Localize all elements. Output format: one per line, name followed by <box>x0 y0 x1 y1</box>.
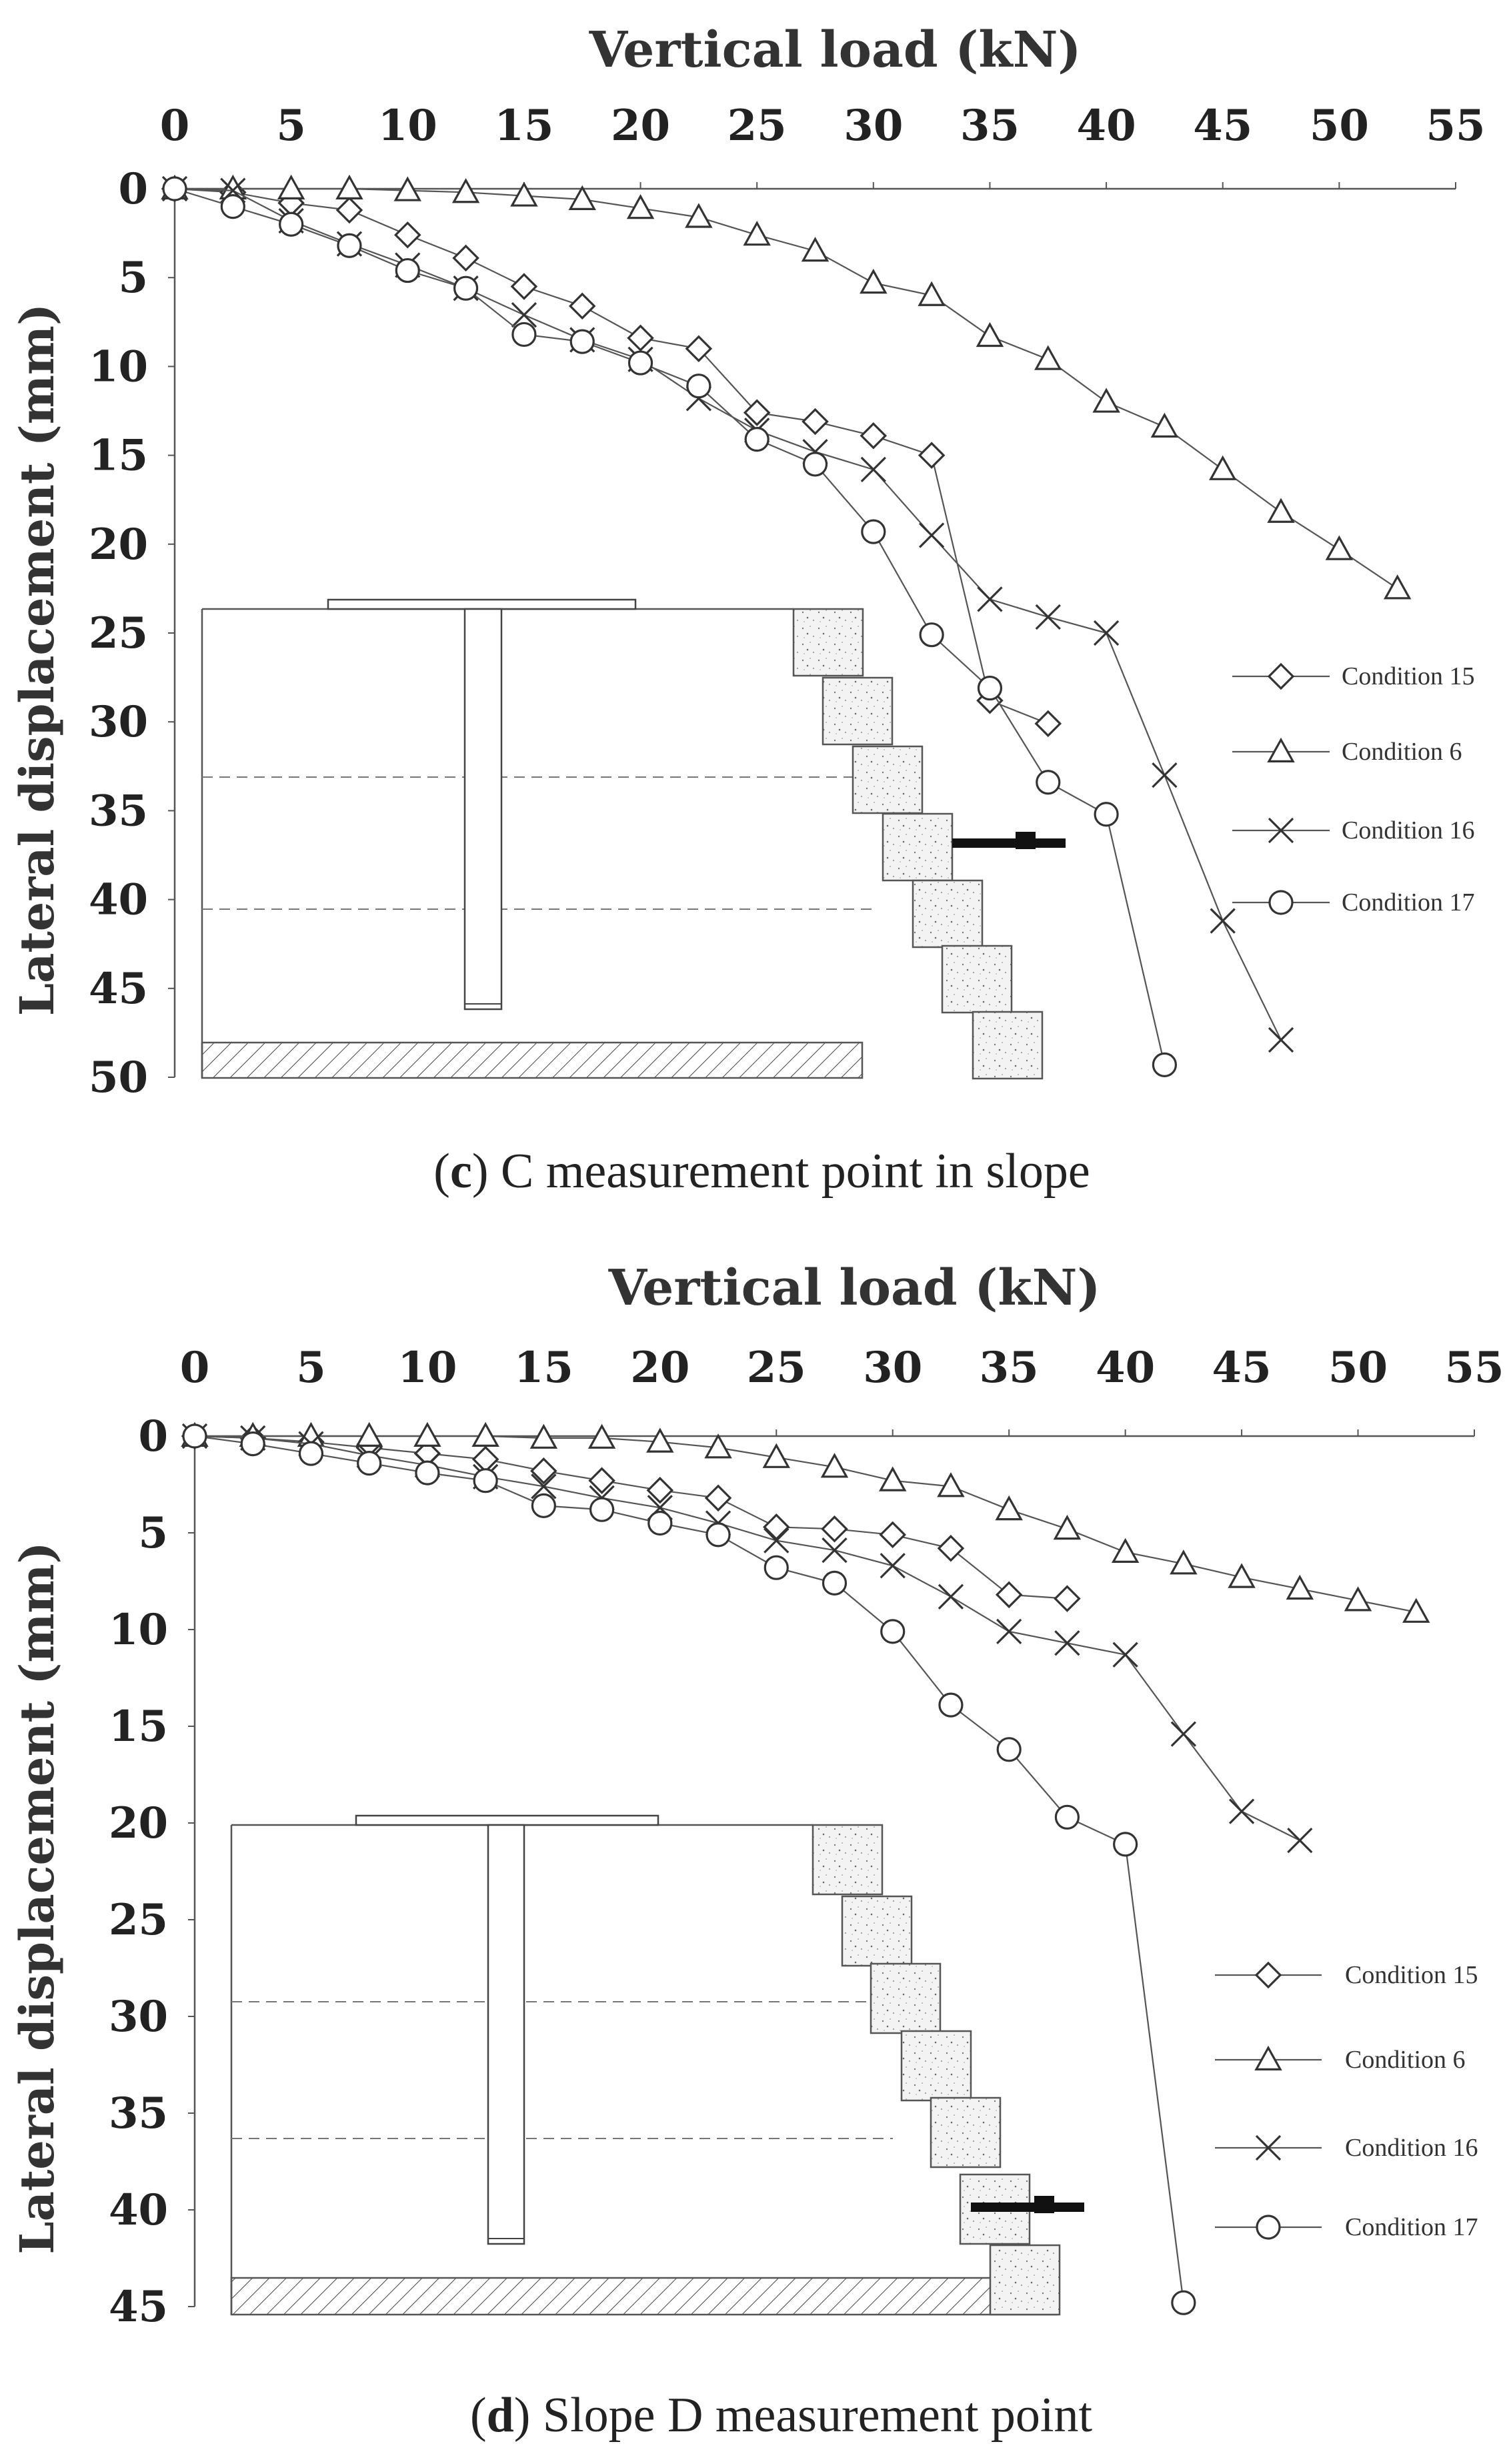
data-point <box>415 1424 439 1445</box>
data-point <box>1153 1053 1176 1076</box>
retaining-wall-block <box>973 1012 1042 1079</box>
data-point <box>454 180 478 201</box>
y-tick-label: 10 <box>108 1605 168 1655</box>
legend-label: Condition 16 <box>1342 816 1475 844</box>
data-point <box>241 1433 264 1455</box>
slope-schematic <box>202 600 1066 1079</box>
retaining-wall-block <box>853 746 922 813</box>
data-point <box>978 324 1002 346</box>
data-point <box>1211 458 1235 479</box>
data-point <box>706 1486 730 1510</box>
data-point <box>473 1424 497 1445</box>
data-point <box>1036 605 1060 629</box>
data-point <box>1269 500 1293 522</box>
series-line <box>175 189 1048 724</box>
loading-plate <box>328 600 635 609</box>
retaining-wall-block <box>813 1825 882 1894</box>
data-point <box>1095 803 1118 826</box>
data-point <box>862 520 885 543</box>
data-point <box>804 453 827 476</box>
figure-caption: (c) C measurement point in slope <box>433 1144 1090 1199</box>
legend-label: Condition 17 <box>1342 888 1475 916</box>
data-point <box>279 177 303 198</box>
data-point <box>571 330 593 353</box>
x-tick-label: 25 <box>746 1343 806 1393</box>
base-layer-hatched <box>202 1043 862 1078</box>
x-tick-label: 0 <box>179 1343 210 1393</box>
chart-panel-c <box>9 21 1486 1199</box>
retaining-wall-block <box>794 609 863 676</box>
legend <box>1232 662 1475 916</box>
y-tick-label: 45 <box>108 2282 168 2332</box>
series-condition-16 <box>183 1424 1312 1852</box>
x-tick-label: 40 <box>1096 1343 1156 1393</box>
data-point <box>629 326 653 350</box>
data-point <box>280 213 303 235</box>
series-line <box>175 189 1164 1065</box>
legend <box>1215 1961 1478 2241</box>
x-tick-label: 10 <box>397 1343 457 1393</box>
data-point <box>396 259 419 282</box>
x-axis-title: Vertical load (kN) <box>589 21 1082 79</box>
data-point <box>997 1620 1021 1644</box>
data-point <box>939 1585 963 1609</box>
data-point <box>454 246 478 270</box>
retaining-wall-block <box>823 678 892 744</box>
retaining-wall-block <box>842 1896 912 1966</box>
data-point <box>1288 1828 1312 1852</box>
x-tick-label: 15 <box>513 1343 573 1393</box>
data-point <box>978 677 1001 700</box>
data-point <box>455 277 477 299</box>
y-tick-label: 40 <box>88 874 148 925</box>
data-point <box>881 1554 905 1578</box>
data-point <box>881 1523 905 1547</box>
data-point <box>1037 771 1060 794</box>
data-point <box>629 352 652 374</box>
x-tick-label: 50 <box>1309 101 1369 151</box>
y-axis-title: Lateral displacement (mm) <box>9 1542 65 2255</box>
x-tick-label: 55 <box>1444 1343 1504 1393</box>
x-tick-label: 35 <box>960 101 1020 151</box>
data-point <box>862 424 886 448</box>
data-point <box>1114 1643 1138 1667</box>
data-point <box>395 223 419 247</box>
data-point <box>591 1498 613 1521</box>
data-point <box>1094 621 1118 645</box>
retaining-wall-block <box>902 2031 971 2100</box>
x-tick-label: 20 <box>611 101 671 151</box>
data-point <box>804 239 828 260</box>
series-line <box>175 189 1281 1040</box>
data-point <box>882 1620 904 1643</box>
data-point <box>862 271 886 292</box>
data-point <box>513 323 535 346</box>
y-tick-label: 10 <box>88 342 148 392</box>
y-tick-label: 35 <box>88 786 148 836</box>
retaining-wall-block <box>942 946 1012 1013</box>
data-point <box>1036 348 1060 369</box>
legend-marker <box>1256 2048 1280 2069</box>
retaining-wall-block <box>913 880 982 947</box>
data-point <box>512 275 536 299</box>
y-tick-label: 30 <box>88 697 148 748</box>
legend-label: Condition 17 <box>1345 2213 1478 2241</box>
displacement-gauge-head <box>1034 2196 1054 2213</box>
data-point <box>1055 1587 1079 1611</box>
y-axis-title: Lateral displacement (mm) <box>9 303 65 1017</box>
x-tick-label: 55 <box>1426 101 1486 151</box>
legend-marker <box>1257 2216 1280 2239</box>
y-tick-label: 15 <box>108 1702 168 1752</box>
data-point <box>221 195 244 218</box>
data-point <box>1036 712 1060 736</box>
data-point <box>1152 763 1176 787</box>
data-point <box>881 1469 905 1490</box>
data-point <box>939 1536 963 1560</box>
legend-label: Condition 6 <box>1342 738 1462 766</box>
x-tick-label: 40 <box>1076 101 1136 151</box>
chart-panel-d <box>9 1259 1504 2443</box>
data-point <box>183 1425 206 1447</box>
data-point <box>978 587 1002 611</box>
data-point <box>997 1583 1021 1607</box>
data-point <box>357 1424 381 1445</box>
data-point <box>649 1512 671 1535</box>
legend-label: Condition 15 <box>1345 1961 1478 1989</box>
x-tick-label: 30 <box>844 101 904 151</box>
legend-label: Condition 16 <box>1345 2134 1478 2162</box>
y-tick-label: 30 <box>108 1992 168 2042</box>
x-tick-label: 15 <box>494 101 554 151</box>
data-point <box>804 410 828 434</box>
data-point <box>163 177 186 200</box>
data-point <box>940 1694 962 1716</box>
series-condition-17 <box>183 1425 1195 2314</box>
x-tick-label: 35 <box>979 1343 1039 1393</box>
y-tick-label: 5 <box>138 1508 168 1558</box>
legend-marker <box>1269 740 1293 761</box>
y-tick-label: 25 <box>108 1895 168 1945</box>
data-point <box>358 1452 381 1475</box>
series-line <box>195 1436 1300 1840</box>
data-point <box>745 428 768 451</box>
loading-plate <box>356 1816 658 1825</box>
data-point <box>687 375 710 398</box>
data-point <box>745 223 769 244</box>
data-point <box>1386 576 1410 598</box>
data-point <box>1055 1517 1079 1538</box>
data-point <box>824 1572 846 1594</box>
x-tick-label: 5 <box>276 101 306 151</box>
retaining-wall-block <box>883 814 952 880</box>
x-tick-label: 45 <box>1212 1343 1272 1393</box>
x-tick-label: 45 <box>1193 101 1253 151</box>
series-condition-17 <box>163 177 1176 1076</box>
y-tick-label: 40 <box>108 2185 168 2235</box>
displacement-gauge-head <box>1016 832 1036 849</box>
y-tick-label: 0 <box>138 1411 168 1461</box>
figure-caption: (d) Slope D measurement point <box>469 2388 1093 2443</box>
x-tick-label: 5 <box>296 1343 326 1393</box>
series-line <box>195 1436 1184 2303</box>
x-tick-label: 50 <box>1328 1343 1388 1393</box>
y-tick-label: 20 <box>108 1798 168 1848</box>
x-tick-label: 0 <box>159 101 190 151</box>
series-condition-15 <box>163 177 1060 736</box>
data-point <box>920 444 944 468</box>
data-point <box>1172 2291 1195 2314</box>
data-point <box>997 1497 1021 1519</box>
x-tick-label: 30 <box>863 1343 923 1393</box>
series-line <box>195 1436 1067 1599</box>
data-point <box>299 1442 322 1465</box>
data-point <box>1114 1833 1137 1856</box>
y-tick-label: 15 <box>88 430 148 481</box>
data-point <box>920 523 944 547</box>
data-point <box>1172 1722 1196 1746</box>
data-point <box>338 234 361 257</box>
y-tick-label: 20 <box>88 519 148 570</box>
data-point <box>570 294 594 318</box>
y-tick-label: 45 <box>88 963 148 1014</box>
y-tick-label: 35 <box>108 2088 168 2138</box>
data-point <box>337 198 361 222</box>
slope-schematic <box>231 1816 1084 2315</box>
data-point <box>1230 1800 1254 1824</box>
data-point <box>1269 1028 1293 1052</box>
y-tick-label: 0 <box>118 164 148 214</box>
data-point <box>416 1461 439 1484</box>
x-tick-label: 10 <box>377 101 437 151</box>
data-point <box>998 1738 1020 1761</box>
data-point <box>474 1469 497 1492</box>
y-tick-label: 5 <box>118 253 148 303</box>
x-tick-label: 20 <box>630 1343 690 1393</box>
data-point <box>862 458 886 482</box>
data-point <box>337 177 361 198</box>
data-point <box>1230 1566 1254 1587</box>
displacement-gauge-rod <box>952 838 1066 848</box>
data-point <box>1152 415 1176 436</box>
legend-marker <box>1270 891 1292 914</box>
data-point <box>823 1517 847 1541</box>
x-tick-label: 25 <box>727 101 787 151</box>
pile <box>465 609 501 1009</box>
data-point <box>532 1494 555 1517</box>
y-tick-label: 50 <box>88 1053 148 1103</box>
legend-marker <box>1269 664 1293 688</box>
legend-marker <box>1256 1963 1280 1987</box>
data-point <box>765 1556 788 1579</box>
data-point <box>920 624 943 646</box>
pile <box>488 1825 524 2244</box>
retaining-wall-block <box>871 1964 940 2033</box>
base-layer-hatched <box>231 2278 1057 2315</box>
retaining-wall-block <box>931 2098 1000 2167</box>
data-point <box>764 1515 788 1539</box>
data-point <box>1114 1540 1138 1562</box>
data-point <box>707 1523 729 1546</box>
data-point <box>1055 1631 1079 1655</box>
data-point <box>1094 390 1118 412</box>
displacement-gauge-rod <box>971 2203 1084 2212</box>
data-point <box>1056 1806 1078 1828</box>
x-axis-title: Vertical load (kN) <box>608 1259 1101 1317</box>
data-point <box>1327 538 1351 559</box>
retaining-wall-block <box>990 2245 1060 2315</box>
y-tick-label: 25 <box>88 608 148 658</box>
legend-label: Condition 15 <box>1342 662 1475 690</box>
legend-label: Condition 6 <box>1345 2046 1466 2074</box>
data-point <box>1211 909 1235 933</box>
series-condition-16 <box>163 177 1293 1052</box>
